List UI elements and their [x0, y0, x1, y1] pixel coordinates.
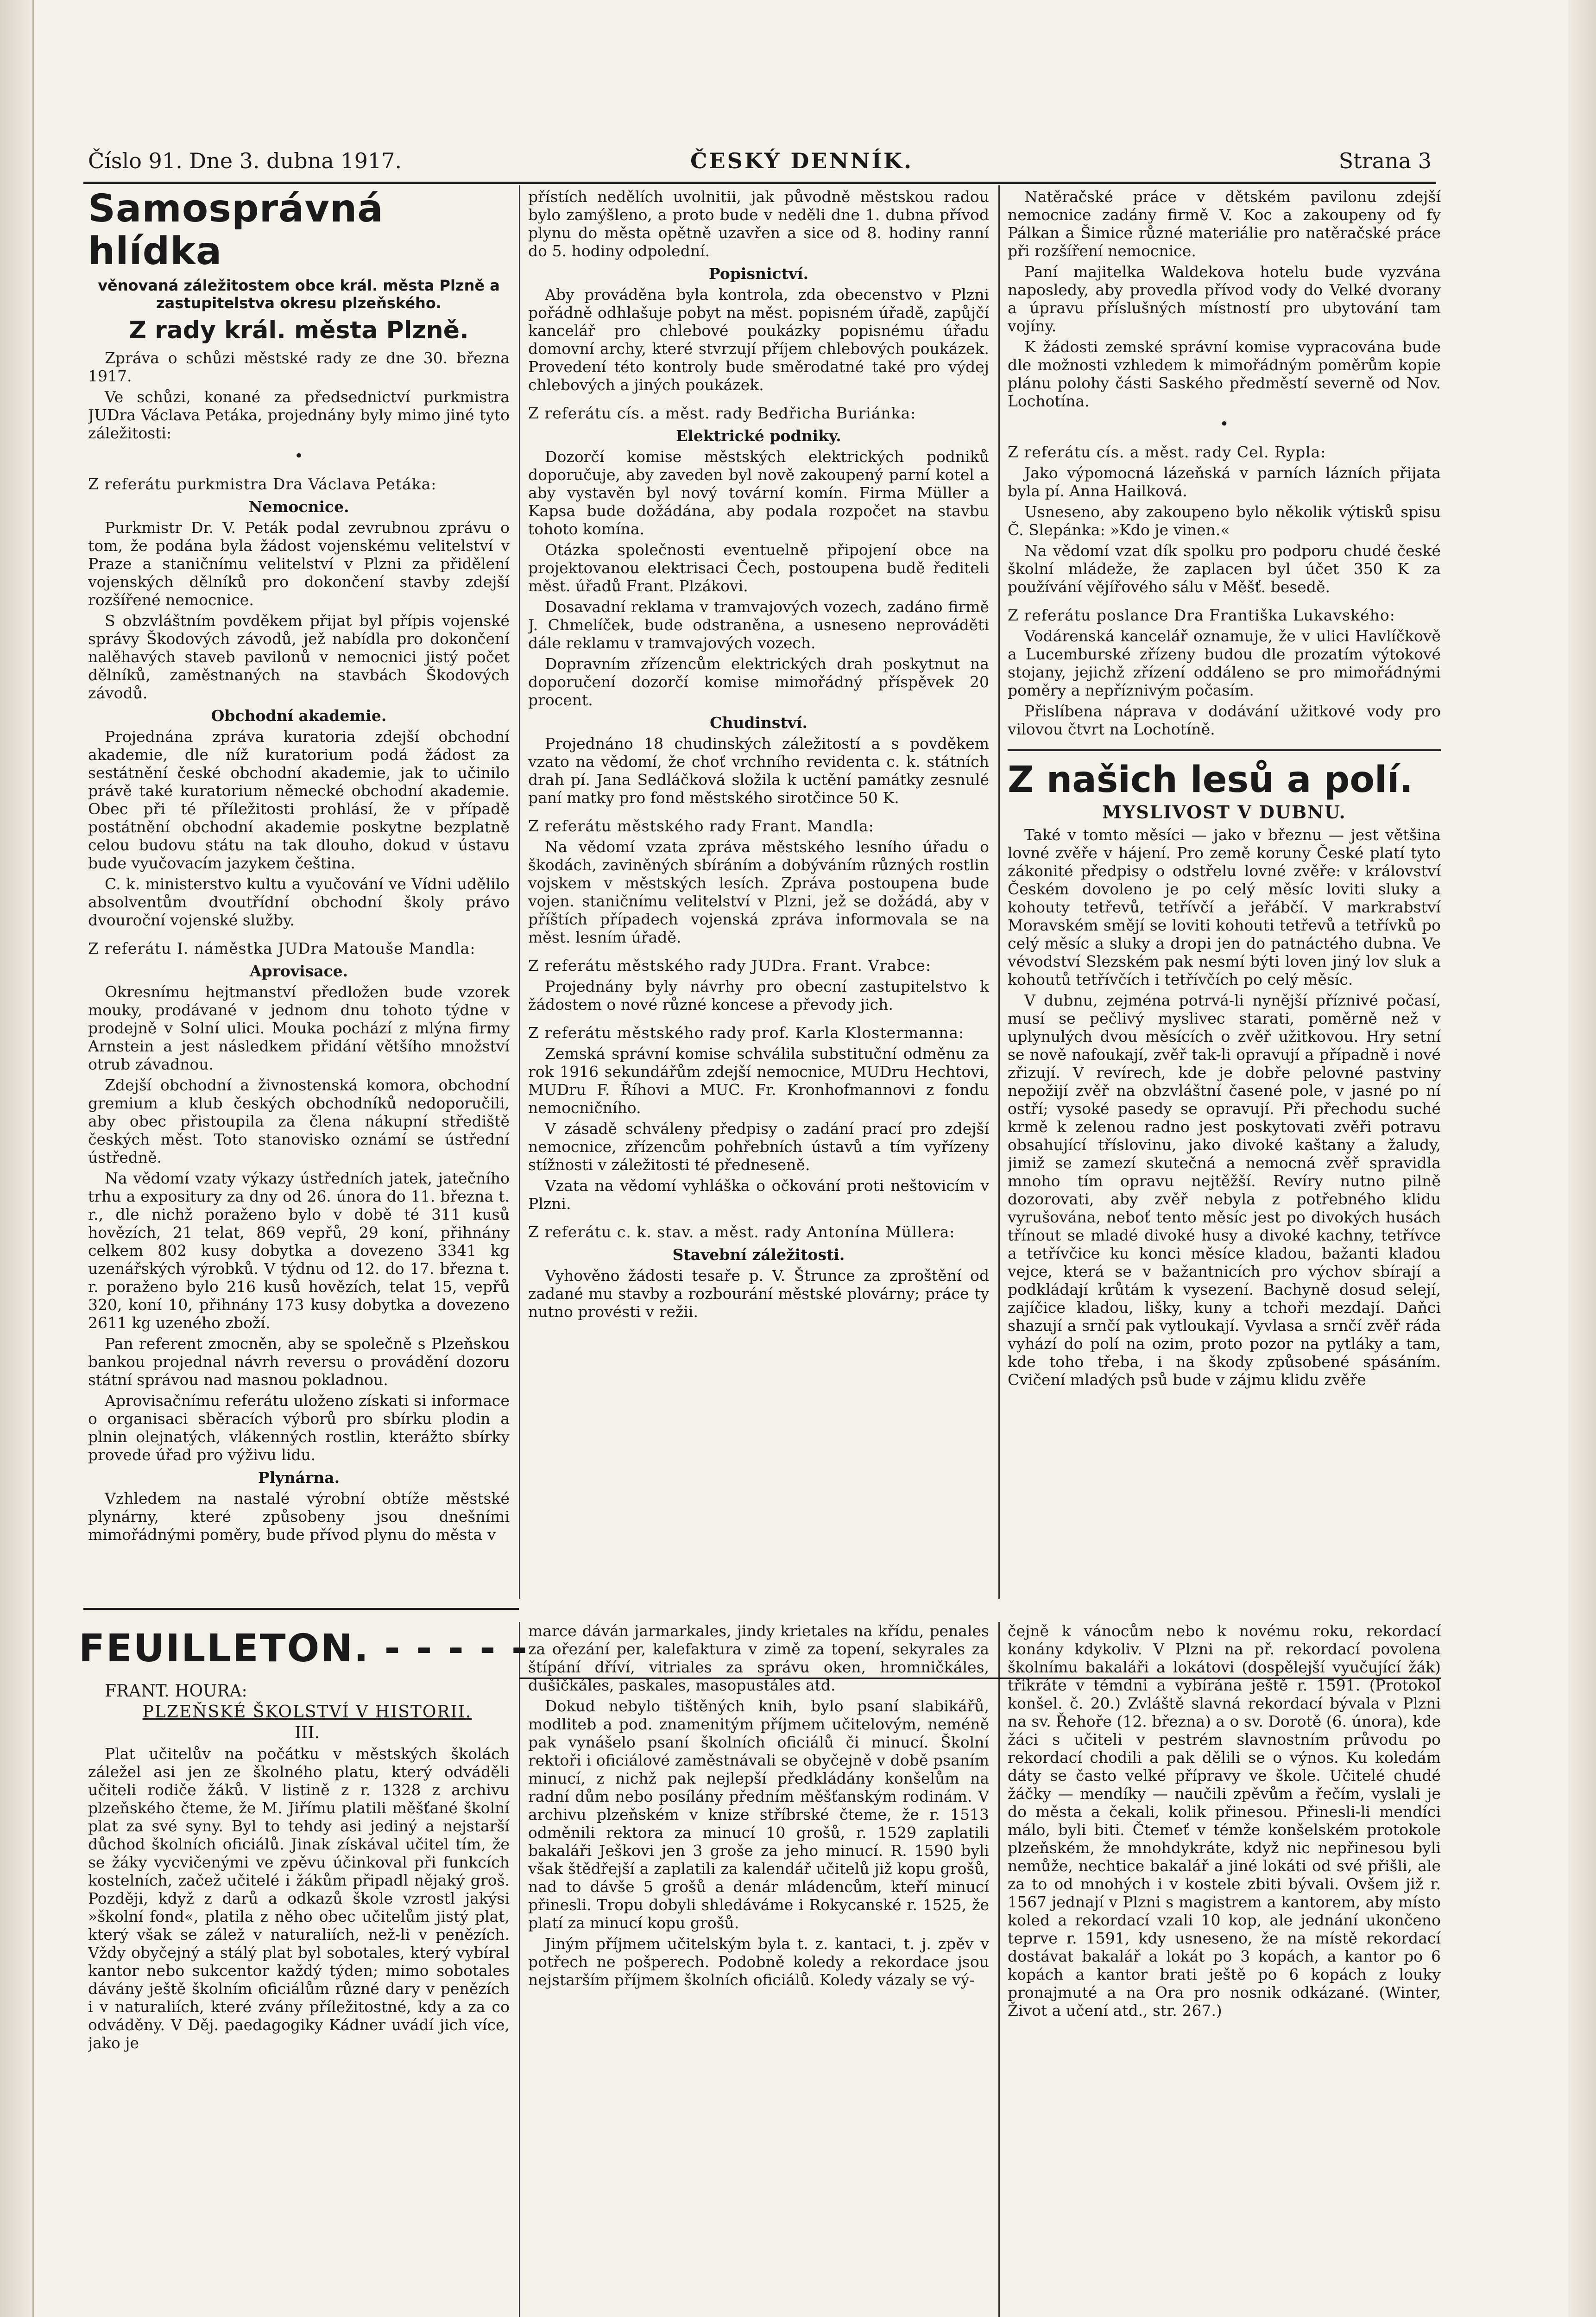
scan-left-edge — [0, 0, 34, 2317]
article-title: Z rady král. města Plzně. — [129, 317, 469, 344]
section-subtitle: věnovaná záležitostem obce král. města Plzně a zastupitelstva okresu plzeňského. — [98, 277, 500, 312]
paragraph: Zdejší obchodní a živnostenská komora, obchodní gremium a klub českých obchodníků nedoporučili, aby obec přistoupila za člena nákupní střediště českých měst. Toto stanovisko oznámí se ústřední ústředně. — [88, 1076, 510, 1166]
paragraph: Projednáno 18 chudinských záležitostí a s povděkem vzato na vědomí, že choť vrchního revidenta c. k. státních drah pí. Jana Sedláčková složila k uctění památky zesnulé paní matky pro fond městského sirotčince 50 K. — [528, 734, 989, 807]
column-divider — [998, 1622, 1000, 2317]
subheading: Elektrické podniky. — [676, 427, 841, 445]
paragraph: Na vědomí vzata zpráva městského lesního úřadu o škodách, zaviněných sbíráním a dobýváním různých rostlin vojskem v městských lesích. Zpráva postoupena bude vojen. staničnímu velitelství v Plzni, jež se dožádá, aby v příštích případech vojenská zpráva informovala se na měst. lesním úřadě. — [528, 838, 989, 946]
feuilleton-column-2 — [528, 1622, 989, 2317]
paragraph: čejně k vánocům nebo k novému roku, rekordací konány kdykoliv. V Plzni na př. rekordací povolena školnímu bakaláři a lokátovi (dospělejší vyučující žák) třikráte v témdni a vybírána ještě r. 1591. (Protokol konšel. č. 20.) Zvláště slavná rekordací bývala v Plzni na sv. Řehoře (12. března) a o sv. Dorotě (6. února), kde žáci s učiteli v pestrém slavnostním průvodu po rekordací chodili a pak dělili se o výnos. Ku koledám dáty se často velké přípravy ve škole. Učitelé chudé žáčky — mendíky — naučili zpěvům a řečím, vyslali je do města a čekali, kolik přinesou. Přinesli-li mendíci málo, byli biti. Čtemeť v témže konšelském protokole plzeňském, že mnohdykráte, když nic nepřinesou byli nemůže, nechtice bakalář a jiné lokáti od své přišli, ale za to od mnohých i v kostele zbiti bývali. Ovšem již r. 1567 jednají v Plzni s magistrem a kantorem, aby místo koled a rekordací vzali 10 kop, ale jednání ukončeno teprve r. 1591, kdy usneseno, že na místě rekordací dostávat bakalář a lokát po 3 kopách, a kantor po 6 kopách a kantor brati ještě po 6 kopách z louky pronajmuté a na Ora pro nosnik odkázané. (Winter, Život a učení atd., str. 267.) — [1008, 1622, 1441, 2019]
section-title-samosprava: Samosprávná hlídka — [88, 188, 384, 273]
column-samosprava — [88, 188, 510, 1601]
section-rule — [1008, 749, 1441, 751]
column-right — [1008, 188, 1441, 1601]
paragraph: přístích nedělích uvolnitii, jak původně městskou radou bylo zamýšleno, a proto bude v neděli dne 1. dubna přívod plynu do města opětně uzavřen a sice od 8. hodiny ranní do 5. hodiny odpolední. — [528, 188, 989, 260]
paragraph: Vzata na vědomí vyhláška o očkování proti neštovicím v Plzni. — [528, 1177, 989, 1213]
subheading: Nemocnice. — [248, 498, 349, 516]
referat-heading: Z referátu městského rady Frant. Mandla: — [528, 817, 874, 835]
paragraph: Usneseno, aby zakoupeno bylo několik výtisků spisu Č. Slepánka: »Kdo je vinen.« — [1008, 503, 1441, 539]
header-rule — [83, 182, 1436, 184]
paragraph: Plat učitelův na počátku v městských školách záležel asi jen ze školného platu, který odváděli učiteli rodiče žáků. V listině z r. 1328 z archivu plzeňského čteme, že M. Jiřímu platili měšťané školní plat za své syny. Byl to tehdy asi jediný a nejstarší důchod školních oficiálů. Jinak získával učitel tím, že se žáky vycvičenými ve zpěvu účinkoval při funkcích kostelních, začež učitelé i žákům připadl nějaký groš. Později, když z darů a odkazů škole vzrostl jakýsi »školní fond«, platila z něho obec učitelům jistý plat, který však se zálež v naturaliích, než-li v penězích. Vždy obyčejný a stálý plat byl sobotales, který vybíral kantor nebo sukcentor každý týden; mimo sobotales dávány ještě školním oficiálům různé dary v penězích i v naturaliích, které zvány příležitostné, kdy a za co odváděny. V Děj. paedagogiky Kádner uvádí jich více, jako je — [88, 1745, 510, 2052]
paragraph: Také v tomto měsíci — jako v březnu — jest většina lovné zvěře v hájení. Pro země koruny České platí tyto zákonité předpisy o odstřelu lovné zvěře: v království Českém dovoleno je po celý měsíc loviti sluky a kohouty tetřevů, tetřívčí a jeřábčí. V markrabství Moravském smějí se loviti kohouti tetřevů a tetřívků po celý měsíc a sluky a dropi jen do patnáctého dubna. Ve vévodství Slezském pak nesmí býti loven jiný lov sluk a kohoutů tetřívčích i tetřívčích po celý měsíc. — [1008, 826, 1441, 988]
paragraph: Pan referent zmocněn, aby se společně s Plzeňskou bankou projednal návrh reversu o provádění dozoru státní správou nad masnou pokladnou. — [88, 1335, 510, 1389]
column-divider — [998, 185, 1000, 1599]
referat-heading: Z referátu c. k. stav. a měst. rady Antonína Müllera: — [528, 1223, 955, 1241]
paragraph: V zásadě schváleny předpisy o zadání prací pro zdejší nemocnice, zřízencům pohřebních ústavů a tím vyřízeny stížnosti v záležitosti té předneseně. — [528, 1120, 989, 1174]
section-rule — [83, 1608, 519, 1610]
subheading: Popisnictví. — [708, 265, 809, 283]
feuilleton-subtitle: PLZEŇSKÉ ŠKOLSTVÍ V HISTORII. — [142, 1703, 472, 1722]
paragraph: Vodárenská kancelář oznamuje, že v ulici Havlíčkově a Lucemburské zřízeny budou dle prozatím výtokové stojany, jejichž zřízení oddáleno se pro mimořádnými poměry a nepříznivým počasím. — [1008, 627, 1441, 699]
referat-heading: Z referátu městského rady prof. Karla Klostermanna: — [528, 1024, 965, 1042]
paragraph: C. k. ministerstvo kultu a vyučování ve Vídni udělilo absolventům dvoutřídní obchodní školy právo dvouroční vojenské služby. — [88, 875, 510, 929]
paragraph: Na vědomí vzaty výkazy ústředních jatek, jatečního trhu a expositury za dny od 26. února do 11. března t. r., dle nichž poraženo bylo v době té 311 kusů hovězích, 21 telat, 869 vepřů, 29 koní, přihnány celkem 802 kusy dobytka a dovezeno 3341 kg uzenářských výrobků. V týdnu od 12. do 17. března t. r. poraženo bylo 216 kusů hovězích, telat 15, vepřů 320, koní 10, přihnány 173 kusy dobytka a dovezeno 2611 kg uzeného zboží. — [88, 1169, 510, 1332]
paragraph: Vyhověno žádosti tesaře p. V. Štrunce za zproštění od zadané mu stavby a rozbourání městské plovárny; práce ty nutno provésti v režii. — [528, 1266, 989, 1321]
paragraph: Okresnímu hejtmanství předložen bude vzorek mouky, prodávané v jednom dnu tohoto týdne v prodejně v Solní ulici. Mouka pochází z mlýna firmy Arnstein a jest následkem přidání většího množství otrub závadnou. — [88, 983, 510, 1073]
article-title: MYSLIVOST V DUBNU. — [1102, 802, 1346, 823]
column-divider — [519, 1622, 520, 2317]
paragraph: Dozorčí komise městských elektrických podniků doporučuje, aby zaveden byl nově zakoupený parní kotel a aby vystavěn byl nový tovární komín. Firma Müller a Kapsa bude dožádána, aby podala rozpočet na stavbu tohoto komína. — [528, 448, 989, 538]
paragraph: Aby prováděna byla kontrola, zda obecenstvo v Plzni pořádně odhlašuje pobyt na měst. popisném úřadě, zapůjčí kancelář pro chlebové poukázky popisnému úřadu domovní archy, které stvrzují příjem chlebových poukázek. Provedení této kontroly bude směrodatné také pro výdej chlebových a jiných poukázek. — [528, 285, 989, 394]
paragraph: Projednána zpráva kuratoria zdejší obchodní akademie, dle níž kuratorium podá žádost za sestátnění české obchodní akademie, jak to učinilo právě také kuratorium německé obchodní akademie. Obec při té příležitosti prohlásí, že v případě postátnění obchodní akademie poskytne bezplatně celou budovu státu na tak dlouho, dokud v ústavu bude vyučovacím jazykem čeština. — [88, 728, 510, 872]
column-middle — [528, 188, 989, 1601]
subheading: Aprovisace. — [249, 962, 348, 980]
separator-dot: • — [294, 447, 303, 465]
paragraph: S obzvláštním povděkem přijat byl přípis vojenské správy Škodových závodů, jež nabídla pro dokončení nalěhavých staveb pavilonů v nemocnici jistý počet dělníků, zaměstnaných na stavbách Škodových závodů. — [88, 612, 510, 702]
paragraph: Jako výpomocná lázeňská v parních lázních přijata byla pí. Anna Hailková. — [1008, 464, 1441, 500]
paragraph: Natěračské práce v dětském pavilonu zdejší nemocnice zadány firmě V. Koc a zakoupeny od fy Pálkan a Šimice různé materiálie pro natěračské práce při rozšíření nemocnice. — [1008, 188, 1441, 260]
paragraph: Purkmistr Dr. V. Peták podal zevrubnou zprávu o tom, že podána byla žádost vojenskému velitelství v Praze a staničnímu velitelství v Plzni za přidělení vojenských dělníků pro dokončení stavby zdejší rozšířené nemocnice. — [88, 519, 510, 609]
paragraph: Aprovisačnímu referátu uloženo získati si informace o organisaci sběracích výborů pro sbírku plodin a plnin olejnatých, vlákenných rostlin, kterážto sbírky provede úřad pro výživu lidu. — [88, 1392, 510, 1464]
paragraph: Jiným příjmem učitelským byla t. z. kantaci, t. j. zpěv v potřech ne pošperech. Podobně koledy a rekordace jsou nejstarším příjmem školních oficiálů. Koledy vázaly se vý- — [528, 1935, 989, 1989]
column-divider — [519, 185, 520, 1599]
paragraph: Ve schůzi, konané za předsednictví purkmistra JUDra Václava Petáka, projednány byly mimo jiné tyto záležitosti: — [88, 388, 510, 442]
referat-heading: Z referátu poslance Dra Františka Lukavského: — [1008, 606, 1395, 624]
referat-heading: Z referátu I. náměstka JUDra Matouše Mandla: — [88, 939, 476, 957]
subheading: Stavební záležitosti. — [672, 1246, 845, 1264]
feuilleton-author: FRANT. HOURA: — [105, 1682, 247, 1701]
paragraph: Vzhledem na nastalé výrobní obtíže městské plynárny, které způsobeny jsou dnešními mimořádnými poměry, bude přívod plynu do města v — [88, 1489, 510, 1544]
paragraph: marce dáván jarmarkales, jindy krietales na křídu, penales za ořezání per, kalefaktura v zimě za topení, sekyrales za štípání dříví, vitriales za správu oken, hromničkáles, dušičkáles, paskales, masopustáles atd. — [528, 1622, 989, 1694]
scan-right-edge — [1568, 0, 1596, 2317]
subheading: Chudinství. — [710, 714, 807, 732]
referat-heading: Z referátu cís. a měst. rady Cel. Rypla: — [1008, 443, 1326, 461]
paragraph: V dubnu, zejména potrvá-li nynější příznivé počasí, musí se pečlivý myslivec starati, poměrně než v uplynulých dvou měsících o zvěř užitkovou. Hry setní se nově nafoukají, zvěř tak-li opravují a případně i nové zřizují. V revírech, kde je dobře pelovné pastviny nepožijí zvěř na obzvláštní časené pole, v jasné po ní ostří; vysoké pasedy se opravují. Při přechodu suché krmě k zelenou radno jest poskytovati zvěři potravu obsahující tříslovinu, jako divoké kaštany a žaludy, jimiž se zamezí skutečná a nemocná zvěř spravidla mnoho tím opravu nejtěžší. Revíry nutno pilně dozorovati, aby zvěř nebyla z potřebného klidu vyrušována, neboť tento měsíc jest po divokých husách třínout se mladé divoké husy a divoké kachny, tetřívce a tetřívčice ku konci měsíce kladou, bažanti kladou vejce, která se v bažantnicích pro výchov sbírají a podkládají krůtám k vysezení. Bachyně dosud selejí, zajíčice kladou, lišky, kuny a tchoři mezdají. Daňci shazují a srnčí pak vytloukají. Vyvlasa a srnčí zvěř ráda vyhází do polí na ozim, proto pozor na pytláky a tam, kde toho třeba, i na škody způsobené spásáním. Cvičení mladých psů bude v zájmu klidu zvěře — [1008, 991, 1441, 1389]
paragraph: Dopravním zřízencům elektrických drah poskytnut na doporučení dozorčí komise mimořádný příspěvek 20 procent. — [528, 655, 989, 709]
masthead: ČESKÝ DENNÍK. — [690, 148, 914, 173]
subheading: Obchodní akademie. — [211, 707, 387, 725]
paragraph: Projednány byly návrhy pro obecní zastupitelstvo k žádostem o nové různé koncese a převody jich. — [528, 977, 989, 1013]
section-title-nasich-lesu: Z našich lesů a polí. — [1008, 759, 1413, 801]
paragraph: Přislíbena náprava v dodávání užitkové vody pro vilovou čtvrt na Lochotíně. — [1008, 702, 1441, 738]
paragraph: K žádosti zemské správní komise vypracována bude dle možnosti vzhledem k mimořádným poměrům kopie plánu polohy části Saského předměstí severně od Nov. Lochotína. — [1008, 338, 1441, 410]
paragraph: Zpráva o schůzi městské rady ze dne 30. března 1917. — [88, 349, 510, 385]
feuilleton-title: FEUILLETON. - - - - - — [79, 1627, 529, 1671]
paragraph: Dosavadní reklama v tramvajových vozech, zadáno firmě J. Chmelíček, bude odstraněna, a usneseno neprováděti dále reklamu v tramvajových vozech. — [528, 598, 989, 652]
referat-heading: Z referátu cís. a měst. rady Bedřicha Buriánka: — [528, 404, 916, 422]
paragraph: Dokud nebylo tištěných knih, bylo psaní slabikářů, modliteb a pod. znamenitým příjmem učitelovým, neméně pak vynášelo psaní školních oficiálů či minucí. Školní rektoři i oficiálové zaměstnávali se obyčejně v době psaním minucí, z nichž pak nejlepší předkládány konšelům na radní dům nebo posílány předním měšťanským rodinám. V archivu plzeňském v knize stříbrské čteme, že r. 1513 odměnili rektora za minucí 10 grošů, r. 1529 zaplatili bakaláři Ješkovi jen 3 groše za jeho minucí. R. 1590 byli však štědřejší a zaplatili za kalendář učitelů již kopu grošů, nad to dávše 5 grošů a denár mládencům, kteří minucí přinesli. Tropu dobyli shledáváme i Rokycanské r. 1525, že platí za minucí kopu grošů. — [528, 1697, 989, 1932]
separator-dot: • — [1219, 415, 1229, 433]
paragraph: Otázka společnosti eventuelně připojení obce na projektovanou elektrisaci Čech, postoupena budě řediteli měst. úřadů Frant. Plzákovi. — [528, 541, 989, 595]
feuilleton-column-1 — [88, 1682, 510, 2317]
page-header — [88, 148, 1432, 181]
referat-heading: Z referátu městského rady JUDra. Frant. Vrabce: — [528, 956, 932, 975]
subheading: Plynárna. — [258, 1469, 340, 1487]
feuilleton-column-3 — [1008, 1622, 1441, 2317]
paragraph: Na vědomí vzat dík spolku pro podporu chudé české školní mládeže, že zaplacen byl účet 350 K za používání vějířového sálu v Měšť. besedě. — [1008, 542, 1441, 596]
paragraph: Zemská správní komise schválila substituční odměnu za rok 1916 sekundářům zdejší nemocnice, MUDru Hechtovi, MUDru F. Říhovi a MUC. Fr. Kronhofmannovi z fondu nemocničního. — [528, 1045, 989, 1117]
feuilleton-part-number: III. — [294, 1723, 320, 1742]
issue-date: Číslo 91. Dne 3. dubna 1917. — [88, 148, 402, 173]
page-number: Strana 3 — [1338, 148, 1432, 173]
referat-heading: Z referátu purkmistra Dra Václava Petáka: — [88, 475, 437, 493]
paragraph: Paní majitelka Waldekova hotelu bude vyzvána naposledy, aby provedla přívod vody do Velké dvorany a úpravu příslušných místností pro ubytování tam vojíny. — [1008, 263, 1441, 335]
